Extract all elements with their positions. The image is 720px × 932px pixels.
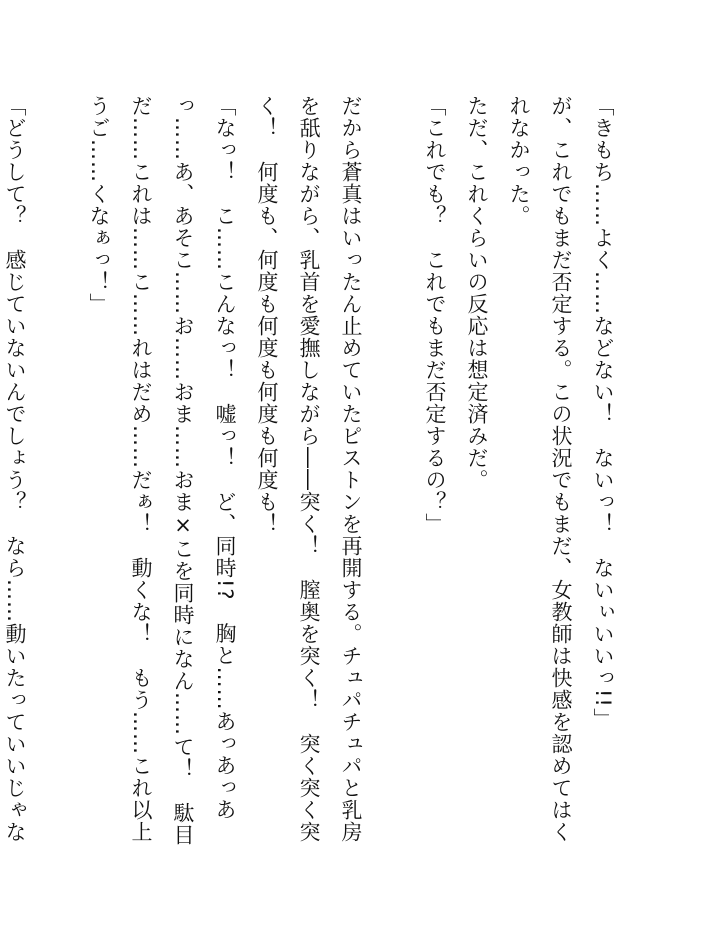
paragraph-6: 「なっ！ こ……こんなっ！ 嘘っ！ ど、同時!? 胸と……あっあっあっ……あ、あそこ……お……おま……おま×こを同時になん……て！ 駄目だ……これは……こ……れはだめ……だぁ！ 動くな！ もう……これ以上うご……くなぁっ！」 [87,95,237,846]
paragraph-1: 「きもち……よく……などない！ ないっ！ ないぃいいっ!!」 [591,95,615,730]
paragraph-7: 「どうして？ 感じていないんでしょう？ なら……動いたっていいじゃな [3,95,27,843]
paragraph-4: 「これでも？ これでもまだ否定するの？」 [423,95,447,535]
vertical-text-body [0,95,624,855]
paragraph-2: が、これでもまだ否定する。この状況でもまだ、女教師は快感を認めてはくれなかった。 [507,95,573,843]
paragraph-3: ただ、これくらいの反応は想定済みだ。 [465,95,489,491]
paragraph-5: だから蒼真はいったん止めていたピストンを再開する。チュパチュパと乳房を舐りながら、乳首を愛撫しながら――突く！ 膣奥を突く！ 突く突く突く！ 何度も、何度も何度も何度も何度も！ [255,95,363,843]
